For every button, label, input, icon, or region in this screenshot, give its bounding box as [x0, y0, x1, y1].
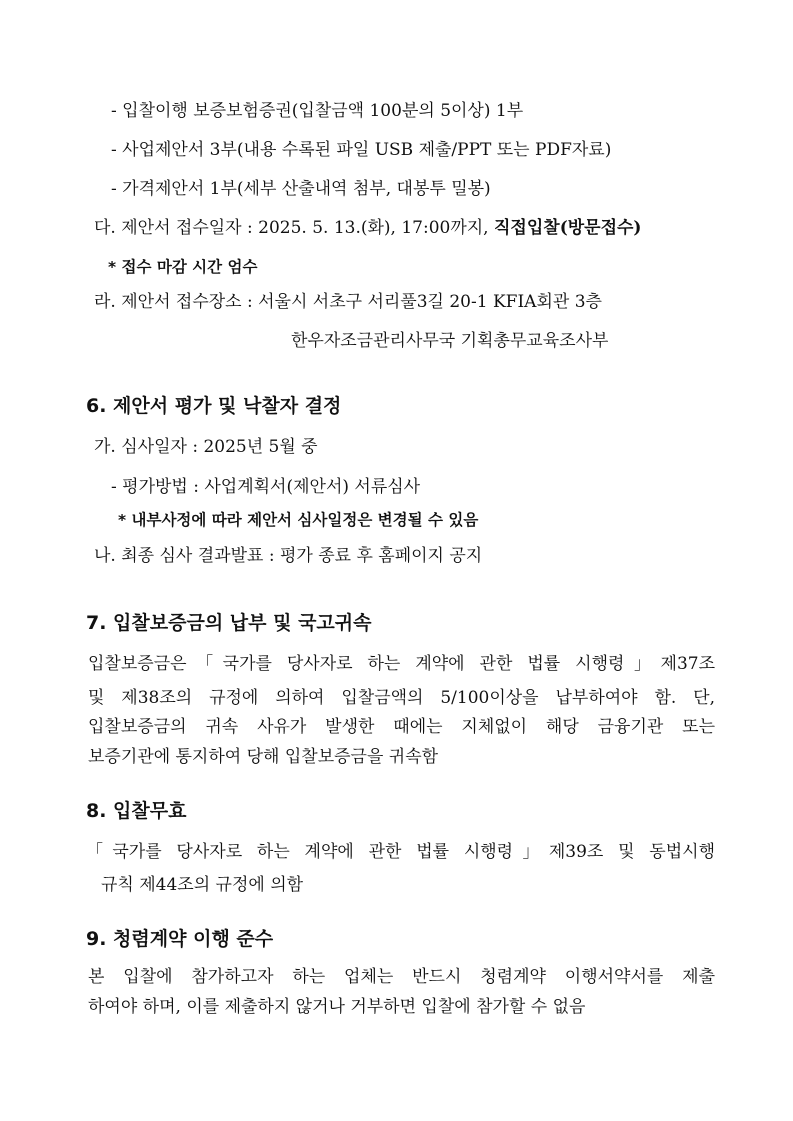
- section-9-heading: 9. 청렴계약 이행 준수: [86, 928, 274, 950]
- section-8-heading: 8. 입찰무효: [86, 800, 187, 822]
- result-announcement-line: 나. 최종 심사 결과발표 : 평가 종료 후 홈페이지 공지: [94, 546, 483, 566]
- bullet-bid-bond: - 입찰이행 보증보험증권(입찰금액 100분의 5이상) 1부: [111, 101, 524, 121]
- bullet-price-proposal: - 가격제안서 1부(세부 산출내역 첨부, 대봉투 밀봉): [111, 179, 491, 199]
- schedule-change-note: * 내부사정에 따라 제안서 심사일정은 변경될 수 있음: [118, 511, 479, 529]
- deadline-note: * 접수 마감 시간 엄수: [108, 258, 258, 276]
- invalid-bid-line-2: 규칙 제44조의 규정에 의함: [101, 875, 304, 895]
- bid-deposit-paragraph-line-1: 입찰보증금은「국가를 당사자로 하는 계약에 관한 법률 시행령」제37조: [88, 654, 715, 674]
- integrity-contract-line-1: 본 입찰에 참가하고자 하는 업체는 반드시 청렴계약 이행서약서를 제출: [88, 967, 715, 987]
- section-7-heading: 7. 입찰보증금의 납부 및 국고귀속: [86, 612, 372, 634]
- section-6-heading: 6. 제안서 평가 및 낙찰자 결정: [86, 395, 342, 417]
- submission-date-line: [94, 217, 641, 239]
- submission-place-dept: 한우자조금관리사무국 기획총무교육조사부: [291, 331, 609, 351]
- integrity-contract-line-2: 하여야 하며, 이를 제출하지 않거나 거부하면 입찰에 참가할 수 없음: [88, 997, 586, 1017]
- bid-deposit-paragraph-line-4: 보증기관에 통지하여 당해 입찰보증금을 귀속함: [88, 747, 439, 767]
- bid-deposit-paragraph-line-2: 및 제38조의 규정에 의하여 입찰금액의 5/100이상을 납부하여야 함. 단,: [88, 688, 715, 708]
- direct-bid-emphasis: 직접입찰(방문접수): [494, 218, 642, 238]
- review-date-line: 가. 심사일자 : 2025년 5월 중: [94, 437, 318, 457]
- invalid-bid-line-1: 「국가를 당사자로 하는 계약에 관한 법률 시행령」제39조 및 동법시행: [86, 842, 715, 862]
- bullet-business-proposal: - 사업제안서 3부(내용 수록된 파일 USB 제출/PPT 또는 PDF자료): [111, 140, 612, 160]
- submission-date-text: 다. 제안서 접수일자 : 2025. 5. 13.(화), 17:00까지,: [94, 218, 494, 238]
- bid-deposit-paragraph-line-3: 입찰보증금의 귀속 사유가 발생한 때에는 지체없이 해당 금융기관 또는: [88, 717, 715, 737]
- submission-place-line: 라. 제안서 접수장소 : 서울시 서초구 서리풀3길 20-1 KFIA회관 3층: [94, 292, 602, 312]
- evaluation-method-line: - 평가방법 : 사업계획서(제안서) 서류심사: [111, 477, 421, 497]
